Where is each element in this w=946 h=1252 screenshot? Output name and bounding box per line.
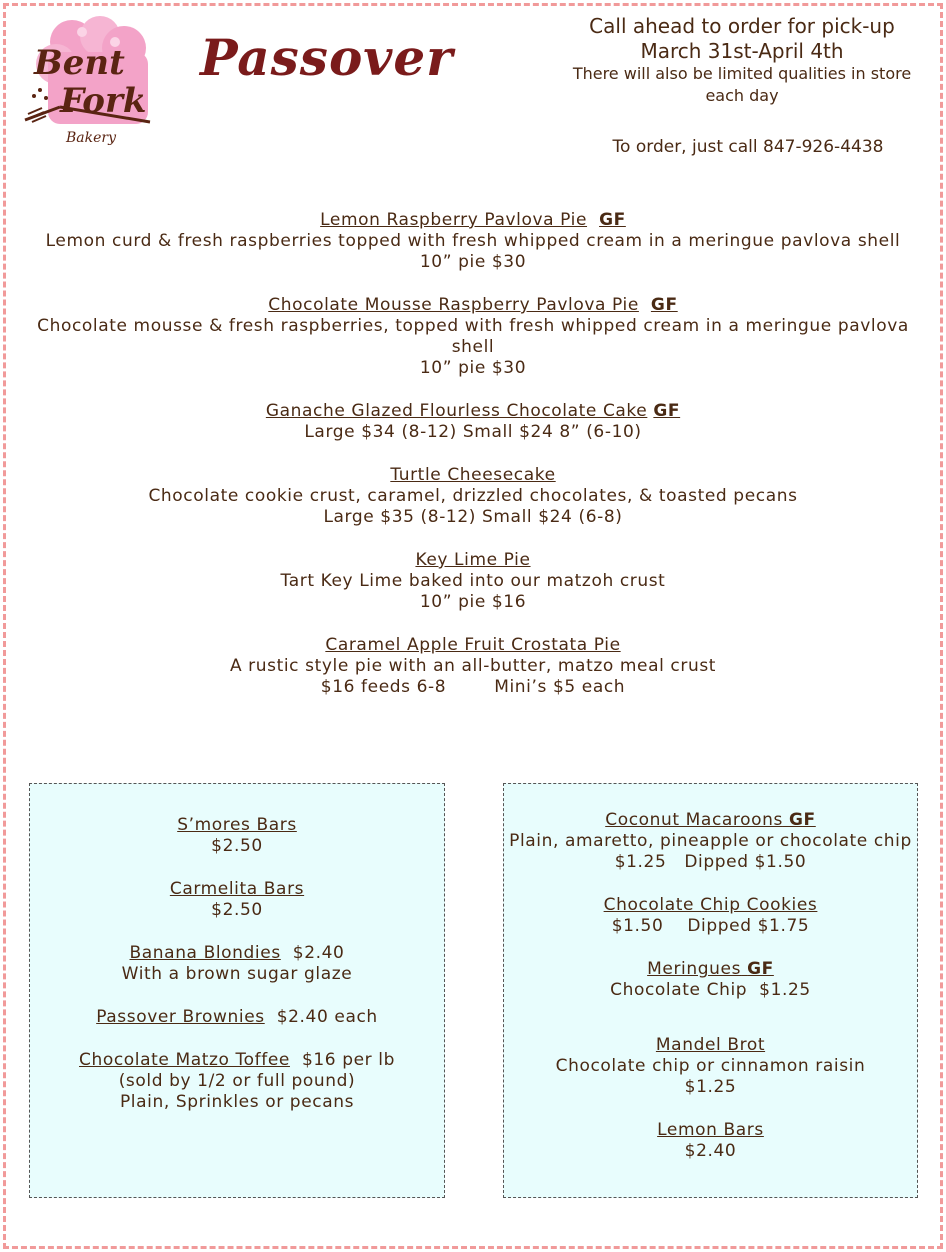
box-item	[504, 810, 917, 873]
box-item	[30, 815, 444, 857]
item-description: Tart Key Lime baked into our matzoh crust	[280, 571, 666, 591]
item-price: $16 feeds 6-8 Mini’s $5 each	[320, 677, 626, 697]
item-price: Large $35 (8-12) Small $24 (6-8)	[323, 507, 623, 527]
logo-text-bakery: Bakery	[66, 130, 117, 146]
item-price: $2.40	[684, 1141, 737, 1161]
menu-item	[30, 210, 916, 273]
gluten-free-tag: GF	[653, 401, 681, 421]
logo-text-bent: Bent	[34, 43, 125, 83]
item-description: Lemon curd & fresh raspberries topped with fresh whipped cream in a meringue pavlova shell	[45, 231, 901, 251]
item-description: A rustic style pie with an all-butter, matzo meal crust	[229, 656, 717, 676]
item-price: 10” pie $16	[419, 592, 527, 612]
item-price: $2.40	[280, 943, 345, 963]
item-price: $2.40 each	[264, 1007, 378, 1027]
menu-item	[30, 635, 916, 698]
order-phone: To order, just call 847-926-4438	[612, 137, 884, 157]
bars-and-treats-box	[29, 783, 445, 1198]
item-description: Plain, Sprinkles or pecans	[119, 1092, 355, 1112]
item-description: Chocolate mousse & fresh raspberries, topped with fresh whipped cream in a meringue pavlova shell	[37, 316, 909, 357]
item-description: With a brown sugar glaze	[121, 964, 353, 984]
pickup-line: Call ahead to order for pick-up	[589, 14, 895, 38]
gluten-free-tag: GF	[599, 210, 626, 230]
logo-text-fork: Fork	[60, 81, 147, 121]
box-item	[504, 959, 917, 1001]
box-item	[504, 1120, 917, 1162]
item-name: Passover Brownies	[96, 1007, 265, 1027]
item-price: 10” pie $30	[419, 358, 527, 378]
item-description: Chocolate chip or cinnamon raisin	[555, 1056, 866, 1076]
menu-item	[30, 550, 916, 613]
menu-item	[30, 465, 916, 528]
order-info	[570, 14, 914, 157]
gluten-free-tag: GF	[788, 810, 816, 830]
box-item	[30, 1050, 444, 1113]
gluten-free-tag: GF	[650, 295, 678, 315]
item-name: Key Lime Pie	[415, 550, 531, 570]
bent-fork-logo	[20, 12, 160, 157]
item-price: $2.50	[211, 900, 263, 920]
item-price: $1.25	[684, 1077, 737, 1097]
box-item	[504, 1035, 917, 1098]
item-price: 10” pie $30	[419, 252, 527, 272]
box-item	[30, 1007, 444, 1028]
gluten-free-tag: GF	[747, 959, 774, 979]
item-name: Chocolate Mousse Raspberry Pavlova Pie	[268, 295, 639, 315]
item-name: Turtle Cheesecake	[390, 465, 556, 485]
item-description: (sold by 1/2 or full pound)	[118, 1071, 356, 1091]
item-price: $1.25 Dipped $1.50	[614, 852, 807, 872]
main-menu	[30, 210, 916, 720]
item-name: Meringues	[647, 959, 742, 979]
item-name: Coconut Macaroons	[605, 810, 783, 830]
item-price: Large $34 (8-12) Small $24 8” (6-10)	[304, 422, 642, 442]
item-price: $2.50	[211, 836, 263, 856]
item-name: Carmelita Bars	[169, 879, 305, 899]
menu-item	[30, 401, 916, 443]
menu-item	[30, 295, 916, 379]
cookies-and-sweets-box	[503, 783, 918, 1198]
item-description: Chocolate cookie crust, caramel, drizzled chocolates, & toasted pecans	[148, 486, 798, 506]
item-price: $1.50 Dipped $1.75	[611, 916, 810, 936]
item-description: Plain, amaretto, pineapple or chocolate chip	[509, 831, 912, 851]
item-name: Banana Blondies	[129, 943, 281, 963]
page-title: Passover	[200, 28, 454, 87]
item-name: Chocolate Chip Cookies	[603, 895, 818, 915]
limited-note: There will also be limited qualities in store each day	[572, 64, 912, 105]
item-price: $16 per lb	[289, 1050, 395, 1070]
item-name: Caramel Apple Fruit Crostata Pie	[325, 635, 621, 655]
item-name: Chocolate Matzo Toffee	[79, 1050, 290, 1070]
item-description: Chocolate Chip $1.25	[610, 980, 811, 1000]
date-range: March 31st-April 4th	[640, 39, 844, 63]
item-name: Mandel Brot	[655, 1035, 766, 1055]
item-name: S’mores Bars	[177, 815, 297, 835]
box-item	[504, 895, 917, 937]
item-name: Lemon Bars	[657, 1120, 764, 1140]
item-name: Ganache Glazed Flourless Chocolate Cake	[265, 401, 648, 421]
box-item	[30, 943, 444, 985]
item-name: Lemon Raspberry Pavlova Pie	[320, 210, 588, 230]
box-item	[30, 879, 444, 921]
